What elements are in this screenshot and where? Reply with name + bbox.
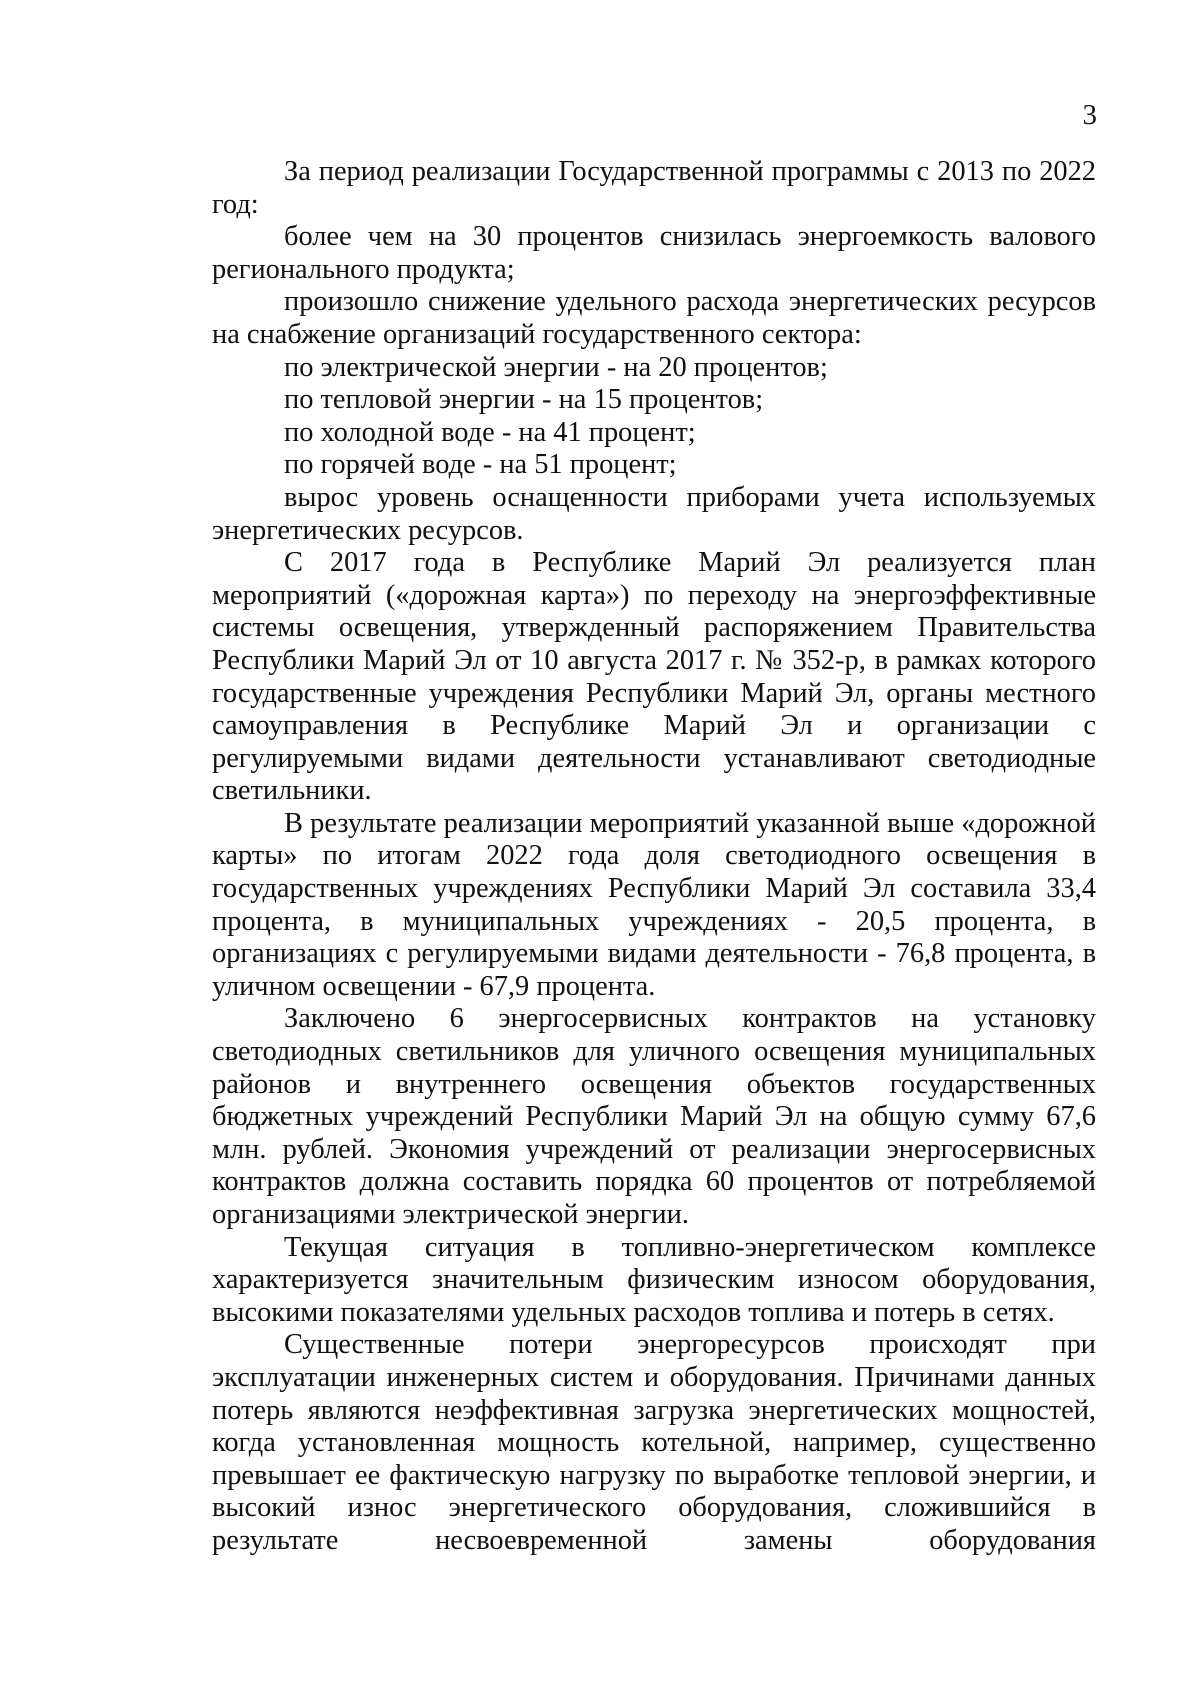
paragraph-current-situation: Текущая ситуация в топливно-энергетическом комплексе характеризуется значительным физическим износом оборудования, высокими показателями удельных расходов топлива и потерь в сетях. bbox=[212, 1231, 1096, 1328]
paragraph-energy-intensity: более чем на 30 процентов снизилась энергоемкость валового регионального продукта; bbox=[212, 221, 1096, 285]
paragraph-energy-losses: Существенные потери энергоресурсов происходят при эксплуатации инженерных систем и оборудования. Причинами данных потерь являются неэффективная загрузка энергетических мощностей, когда установленная мощность котельной, например, существенно превышает ее фактическую нагрузку по выработке тепловой энергии, и высокий износ энергетического оборудования, сложившийся в результате несвоевременной замены оборудования bbox=[212, 1329, 1096, 1556]
paragraph-led-results: В результате реализации мероприятий указанной выше «дорожной карты» по итогам 2022 года доля светодиодного освещения в государственных учреждениях Республики Марий Эл составила 33,4 процента, в муниципальных учреждениях - 20,5 процента, в организациях с регулируемыми видами деятельности - 76,8 процента, в уличном освещении - 67,9 процента. bbox=[212, 807, 1096, 1002]
paragraph-energy-contracts: Заключено 6 энергосервисных контрактов на установку светодиодных светильников для уличного освещения муниципальных районов и внутреннего освещения объектов государственных бюджетных учреждений Республики Марий Эл на общую сумму 67,6 млн. рублей. Экономия учреждений от реализации энергосервисных контрактов должна составить порядка 60 процентов от потребляемой организациями электрической энергии. bbox=[212, 1003, 1096, 1230]
paragraph-metering-level: вырос уровень оснащенности приборами учета используемых энергетических ресурсов. bbox=[212, 481, 1096, 546]
list-item-heat-energy: по тепловой энергии - на 15 процентов; bbox=[284, 384, 764, 416]
paragraph-consumption-reduction: произошло снижение удельного расхода энергетических ресурсов на снабжение организаций государственного сектора: bbox=[212, 286, 1096, 350]
paragraph-program-period: За период реализации Государственной программы с 2013 по 2022 год: bbox=[212, 156, 1096, 220]
list-item-electric-energy: по электрической энергии - на 20 процентов; bbox=[284, 351, 828, 383]
body-text bbox=[212, 156, 1096, 1558]
list-item-cold-water: по холодной воде - на 41 процент; bbox=[284, 416, 696, 448]
list-item-hot-water: по горячей воде - на 51 процент; bbox=[284, 449, 677, 481]
paragraph-roadmap-plan: С 2017 года в Республике Марий Эл реализуется план мероприятий («дорожная карта») по переходу на энергоэффективные системы освещения, утвержденный распоряжением Правительства Республики Марий Эл от 10 августа 2017 г. № 352-р, в рамках которого государственные учреждения Республики Марий Эл, органы местного самоуправления в Республике Марий Эл и организации с регулируемыми видами деятельности устанавливают светодиодные светильники. bbox=[212, 547, 1096, 807]
page-number: 3 bbox=[1082, 99, 1097, 131]
